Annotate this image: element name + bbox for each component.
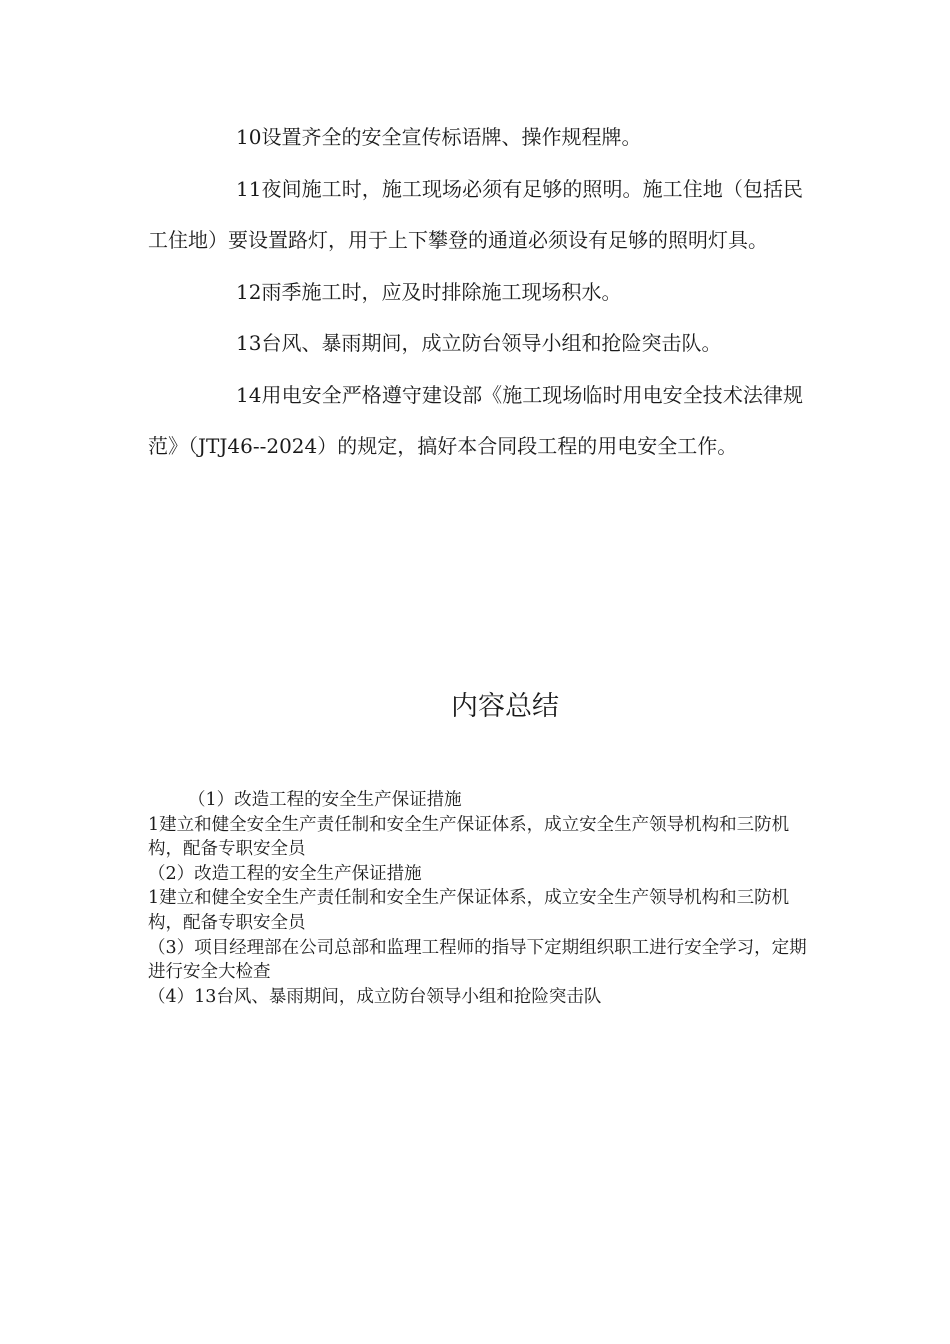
summary-title: 内容总结 xyxy=(451,691,559,722)
summary-line: 1建立和健全安全生产责任制和安全生产保证体系，成立安全生产领导机构和三防机构，配备专职安全员 xyxy=(148,814,790,860)
summary-line: （4）13台风、暴雨期间，成立防台领导小组和抢险突击队 xyxy=(148,986,602,1007)
paragraph-14: 14用电安全严格遵守建设部《施工现场临时用电安全技术法律规范》（JTJ46--2024）的规定，搞好本合同段工程的用电安全工作。 xyxy=(148,382,803,458)
summary-line: （1）改造工程的安全生产保证措施 xyxy=(188,790,462,810)
summary-line: （2）改造工程的安全生产保证措施 xyxy=(148,863,422,884)
body-text xyxy=(148,112,803,473)
summary-section xyxy=(148,788,808,1009)
paragraph-11: 11夜间施工时，施工现场必须有足够的照明。施工住地（包括民工住地）要设置路灯，用于上下攀登的通道必须设有足够的照明灯具。 xyxy=(148,176,803,252)
paragraph-10: 10设置齐全的安全宣传标语牌、操作规程牌。 xyxy=(236,125,642,149)
summary-line: 1建立和健全安全生产责任制和安全生产保证体系，成立安全生产领导机构和三防机构，配备专职安全员 xyxy=(148,888,790,933)
summary-line: （3）项目经理部在公司总部和监理工程师的指导下定期组织职工进行安全学习，定期进行安全大检查 xyxy=(148,937,807,983)
paragraph-12: 12雨季施工时，应及时排除施工现场积水。 xyxy=(236,279,622,304)
paragraph-13: 13台风、暴雨期间，成立防台领导小组和抢险突击队。 xyxy=(236,331,722,355)
